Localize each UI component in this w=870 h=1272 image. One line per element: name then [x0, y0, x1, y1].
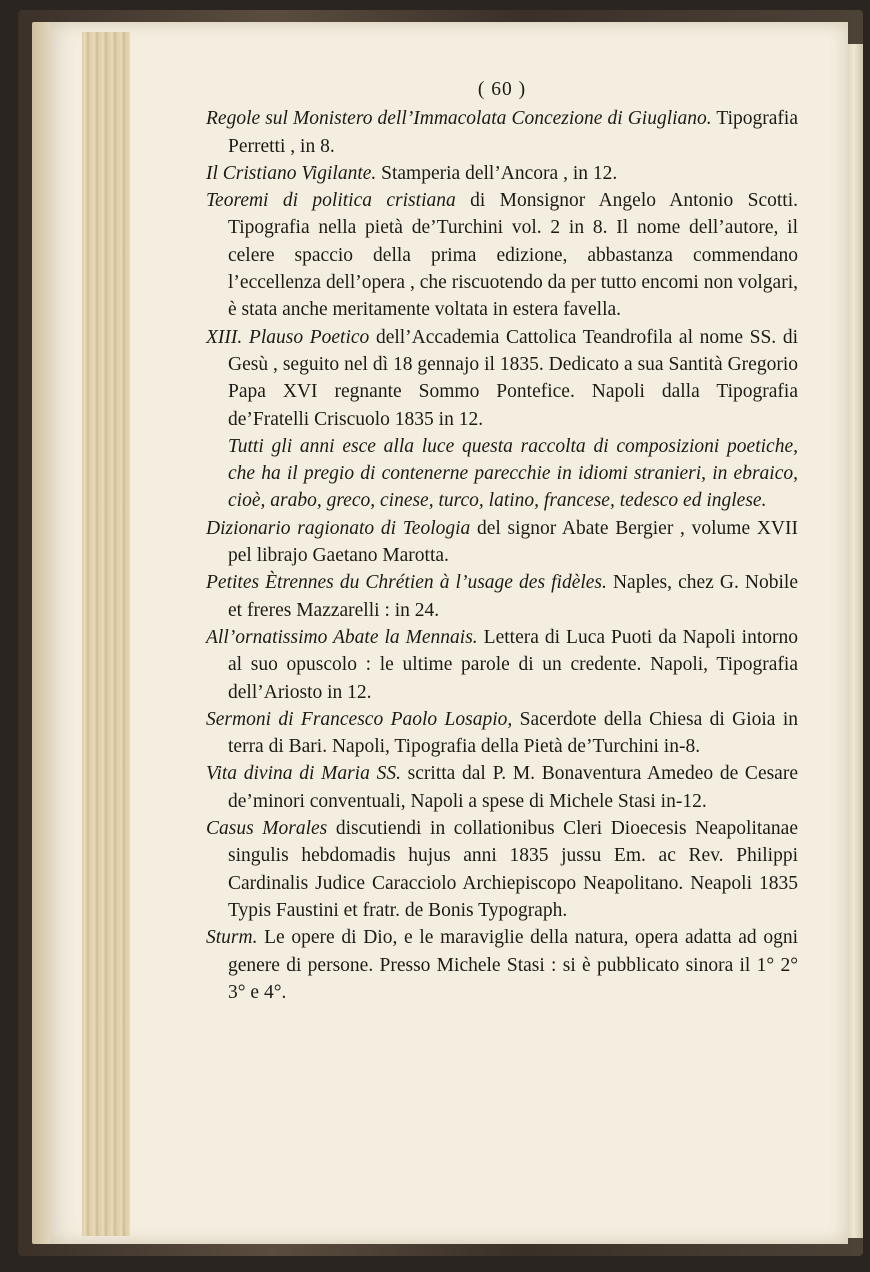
list-item	[206, 706, 798, 761]
entry-title: Petites Ètrennes du Chrétien à l’usage des fidèles.	[206, 572, 607, 594]
list-item	[206, 569, 798, 624]
list-item	[206, 624, 798, 706]
entry-title: Dizionario ragionato di Teologia	[206, 517, 471, 539]
list-item	[206, 924, 798, 1006]
page-gutter	[82, 32, 130, 1236]
entry-text: Sacerdote della Chiesa di Gioia in terra di Bari. Napoli, Tipografia della Pietà de’Turchini in-8.	[228, 708, 798, 758]
entry-title: Il Cristiano Vigilante.	[206, 162, 377, 184]
entry-title: XIII. Plauso Poetico	[206, 326, 370, 348]
entry-text: del signor Abate Bergier , volume XVII pel librajo Gaetano Marotta.	[228, 517, 798, 567]
entry-text: dell’Accademia Cattolica Teandrofila al nome SS. di Gesù , seguito nel dì 18 gennajo il 1835. Dedicato a sua Santità Gregorio Papa XVI regnante Sommo Pontefice. Napoli dalla Tipografia de’Fratelli Criscuolo 1835 in 12.	[228, 326, 799, 430]
list-item	[206, 760, 798, 815]
entry-text: scritta dal P. M. Bonaventura Amedeo de Cesare de’minori conventuali, Napoli a spese di Michele Stasi in-12.	[228, 763, 798, 812]
entry-title: Sturm.	[206, 927, 258, 949]
list-item	[206, 515, 798, 570]
entry-title: Sermoni di Francesco Paolo Losapio,	[206, 708, 513, 730]
entry-text: Stamperia dell’Ancora , in 12.	[376, 162, 618, 184]
entry-text: Lettera di Luca Puoti da Napoli intorno al suo opuscolo : le ultime parole di un credente. Napoli, Tipografia dell’Ariosto in 12.	[228, 626, 798, 703]
entry-text: Le opere di Dio, e le maraviglie della natura, opera adatta ad ogni genere di persone. Presso Michele Stasi : si è pubblicato sinora il 1° 2° 3° e 4°.	[228, 927, 798, 1003]
entry-text: discutiendi in collationibus Cleri Dioecesis Neapolitanae singulis hebdomadis hujus anni 1835 jussu Em. ac Rev. Philippi Cardinalis Judice Caracciolo Archiepiscopo Neapolitano. Neapoli 1835 Typis Faustini et fratr. de Bonis Typograph.	[228, 818, 798, 921]
entry-text: di Monsignor Angelo Antonio Scotti. Tipografia nella pietà de’Turchini vol. 2 in 8. Il nome dell’autore, il celere spaccio della prima edizione, abbastanza commendano l’eccellenza dell’opera , che riscuotendo da per tutto encomi non volgari, è stata anche meritamente voltata in estera favella.	[228, 190, 798, 321]
entry-text: Naples, chez G. Nobile et freres Mazzarelli : in 24.	[228, 572, 798, 621]
list-item	[206, 187, 798, 323]
list-item	[206, 815, 798, 924]
page-text	[206, 76, 798, 1006]
entry-title: Regole sul Monistero dell’Immacolata Concezione di Giugliano.	[206, 108, 712, 130]
list-item	[206, 324, 798, 433]
entry-title: Casus Morales	[206, 818, 328, 840]
list-item	[206, 105, 798, 160]
entry-title: Teoremi di politica cristiana	[206, 190, 456, 212]
list-item	[206, 160, 798, 187]
page-number: ( 60 )	[477, 79, 527, 100]
entry-title: Vita divina di Maria SS.	[206, 763, 401, 785]
entry-title: All’ornatissimo Abate la Mennais.	[206, 626, 478, 648]
entry-note: Tutti gli anni esce alla luce questa raccolta di composizioni poetiche, che ha il pregio di contenerne parecchie in idiomi stranieri, in ebraico, cioè, arabo, greco, cinese, turco, latino, francese, tedesco ed inglese.	[228, 435, 798, 512]
entry-text: Tipografia Perretti , in 8.	[228, 108, 798, 157]
